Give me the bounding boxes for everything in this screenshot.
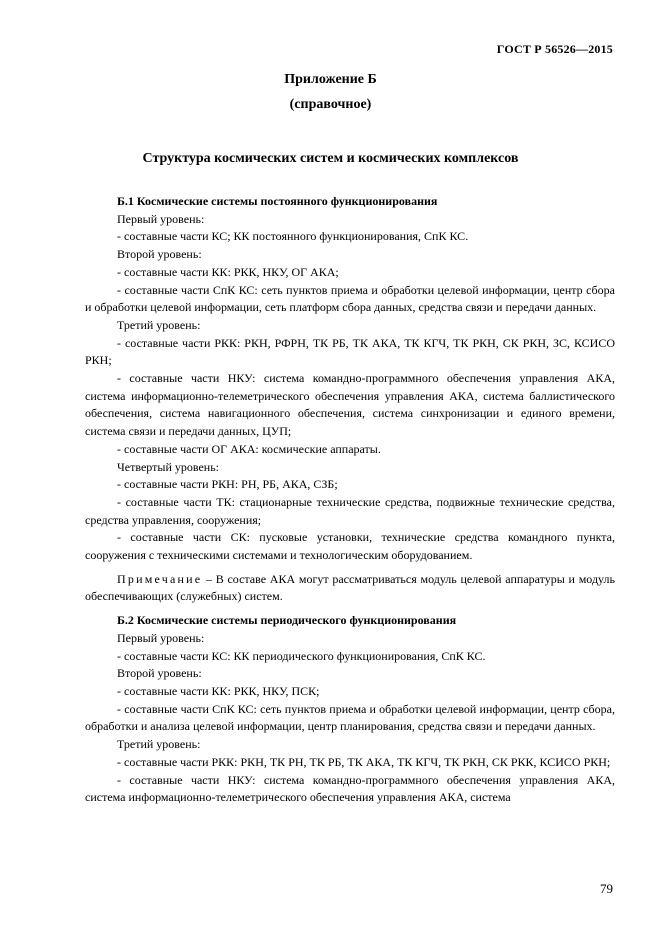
level-label: Первый уровень: — [117, 630, 205, 645]
list-item: - составные части НКУ: система командно-программного обеспечения управления АКА, система информационно-телеметрического обеспечения управления АКА, система — [85, 772, 615, 805]
list-item: - составные части СК: пусковые установки, технические средства командного пункта, сооружения с техническими системами и технологическим оборудованием. — [85, 530, 615, 563]
list-item: - составные части РКН: РН, РБ, АКА, СЗБ; — [117, 477, 338, 492]
list-item: - составные части КК: РКК, НКУ, ПСК; — [117, 683, 320, 698]
appendix-status: (справочное) — [289, 97, 372, 112]
note — [85, 571, 615, 606]
section-2-heading: Б.2 Космические системы периодического функционирования — [117, 613, 457, 628]
section-1-heading: Б.1 Космические системы постоянного функционирования — [117, 194, 438, 208]
level-label: Четвертый уровень: — [117, 459, 220, 474]
page-number: 79 — [600, 881, 613, 896]
list-item: - составные части ТК: стационарные технические средства, подвижные технические средства, средства управления, сооружения; — [85, 494, 615, 527]
standard-header: ГОСТ Р 56526—2015 — [496, 42, 613, 56]
note-label: Примечание — [117, 571, 203, 586]
list-item: - составные части РКК: РКН, РФРН, ТК РБ, ТК АКА, ТК КГЧ, ТК РКН, СК РКН, ЗС, КСИСО РКН; — [85, 335, 615, 368]
list-item: - составные части КС: КК периодического функционирования, СпК КС. — [117, 648, 486, 663]
level-label: Второй уровень: — [117, 247, 202, 262]
note-text: – В составе АКА могут рассматриваться модуль целевой аппаратуры и модуль обеспечивающих (служебных) систем. — [85, 571, 615, 604]
document-body — [85, 193, 615, 807]
list-item: - составные части СпК КС: сеть пунктов приема и обработки целевой информации, центр сбора, обработки и анализа целевой информации, центр планирования, средства связи и передачи данных. — [85, 701, 615, 734]
list-item: - составные части СпК КС: сеть пунктов приема и обработки целевой информации, центр сбора и обработки целевой информации, сеть платформ сбора данных, средства связи и передачи данных. — [85, 282, 615, 315]
list-item: - составные части КК: РКК, НКУ, ОГ АКА; — [117, 264, 339, 279]
level-label: Первый уровень: — [117, 211, 205, 226]
list-item: - составные части ОГ АКА: космические аппараты. — [117, 441, 381, 456]
list-item: - составные части РКК: РКН, ТК РН, ТК РБ, ТК АКА, ТК КГЧ, ТК РКН, СК РКК, КСИСО РКН; — [117, 754, 611, 769]
level-label: Второй уровень: — [117, 666, 202, 681]
appendix-title: Приложение Б — [284, 72, 377, 87]
list-item: - составные части КС; КК постоянного функционирования, СпК КС. — [117, 229, 469, 244]
document-title: Структура космических систем и космических комплексов — [142, 151, 519, 166]
list-item: - составные части НКУ: система командно-программного обеспечения управления АКА, система информационно-телеметрического обеспечения управления АКА, система баллистического обеспечения, система навигационного обеспечения, система синхронизации и единого времени, система связи и передачи данных, ЦУП; — [85, 371, 615, 439]
level-label: Третий уровень: — [117, 317, 201, 332]
level-label: Третий уровень: — [117, 737, 201, 752]
